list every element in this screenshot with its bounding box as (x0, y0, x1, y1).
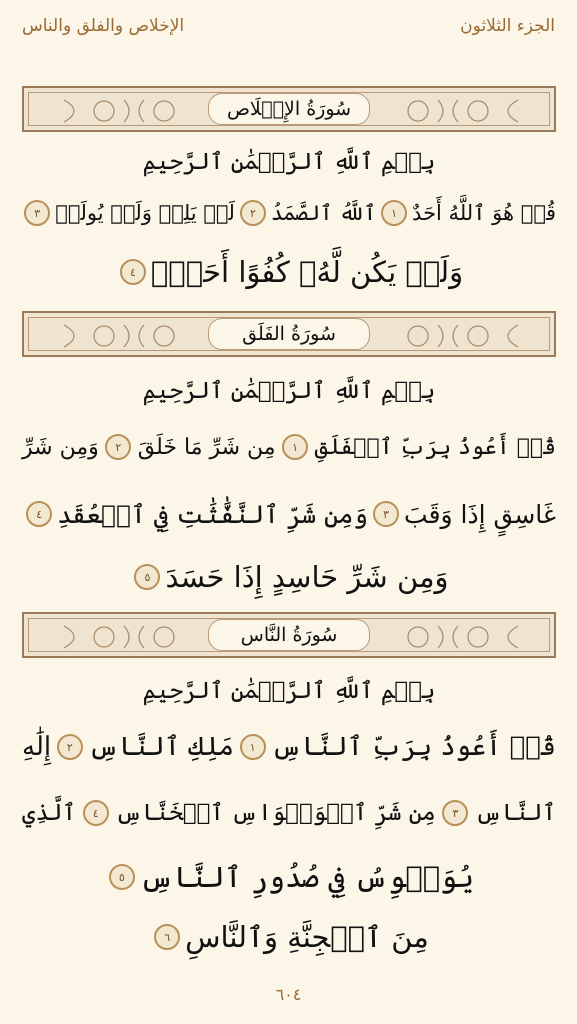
page-header (0, 0, 577, 52)
ayah-marker-icon: ٢ (240, 200, 266, 226)
basmala: بِسۡمِ ٱللَّهِ ٱلرَّحۡمَٰنِ ٱلرَّحِيمِ (142, 149, 436, 175)
basmala: بِسۡمِ ٱللَّهِ ٱلرَّحۡمَٰنِ ٱلرَّحِيمِ (142, 678, 436, 704)
verse-text: ٱلنَّاسِ (475, 800, 556, 826)
ayah-marker-icon: ٢ (105, 434, 131, 460)
surah-title: سُورَةُ الفَلَق (208, 318, 370, 350)
verse-line (22, 786, 556, 840)
surah-names-label: الإخلاص والفلق والناس (22, 16, 185, 36)
juz-label: الجزء الثلاثون (460, 16, 555, 36)
verse-text: مِن شَرِّ مَا خَلَقَ (137, 434, 276, 460)
surah-banner (22, 612, 556, 658)
ayah-marker-icon: ٢ (57, 734, 83, 760)
verse-text: ٱلَّذِي (22, 800, 76, 826)
verse-text: مِن شَرِّ ٱلۡوَسۡوَاسِ ٱلۡخَنَّاسِ (115, 800, 436, 826)
verse-text: مَلِكِ ٱلنَّاسِ (88, 732, 234, 762)
verse-text: لَمۡ يَلِدۡ وَلَمۡ يُولَدۡ (55, 201, 235, 225)
ayah-marker-icon: ٤ (83, 800, 109, 826)
verse-text: قُلۡ هُوَ ٱللَّهُ أَحَدٌ (412, 201, 556, 225)
verse-text: مِنَ ٱلۡجِنَّةِ وَٱلنَّاسِ (185, 920, 429, 954)
verse-line (22, 910, 556, 964)
ayah-marker-icon: ٣ (373, 501, 399, 527)
verse-text: وَمِن شَرِّ ٱلنَّفَّٰثَٰتِ فِي ٱلۡعُقَدِ (57, 499, 369, 529)
verse-text: إِلَٰهِ (22, 732, 52, 762)
ayah-marker-icon: ٦ (154, 924, 180, 950)
verse-text: وَمِن شَرِّ (22, 434, 99, 460)
ayah-marker-icon: ٤ (120, 259, 146, 285)
verse-line (22, 720, 556, 774)
verse-text: ٱللَّهُ ٱلصَّمَدُ (270, 201, 377, 225)
surah-banner (22, 311, 556, 357)
verse-line (22, 186, 556, 240)
ayah-marker-icon: ١ (282, 434, 308, 460)
ayah-marker-icon: ٥ (109, 864, 135, 890)
ayah-marker-icon: ٣ (442, 800, 468, 826)
basmala: بِسۡمِ ٱللَّهِ ٱلرَّحۡمَٰنِ ٱلرَّحِيمِ (142, 378, 436, 404)
surah-title: سُورَةُ النَّاس (208, 619, 370, 651)
surah-title: سُورَةُ الإِخۡلَاص (208, 93, 370, 125)
verse-text: وَمِن شَرِّ حَاسِدٍ إِذَا حَسَدَ (165, 560, 449, 594)
ayah-marker-icon: ٥ (134, 564, 160, 590)
verse-text: قُلۡ أَعُوذُ بِرَبِّ ٱلۡفَلَقِ (314, 434, 556, 460)
ayah-marker-icon: ٤ (26, 501, 52, 527)
ayah-marker-icon: ١ (381, 200, 407, 226)
ayah-marker-icon: ٣ (24, 200, 50, 226)
verse-text: يُوَسۡوِسُ فِي صُدُورِ ٱلنَّاسِ (139, 860, 475, 894)
verse-line (22, 420, 556, 474)
verse-line (22, 487, 556, 541)
verse-line (22, 850, 556, 904)
ayah-marker-icon: ١ (240, 734, 266, 760)
verse-line (22, 550, 556, 604)
surah-banner (22, 86, 556, 132)
verse-line (22, 245, 556, 299)
verse-text: غَاسِقٍ إِذَا وَقَبَ (404, 499, 556, 529)
verse-text: قُلۡ أَعُوذُ بِرَبِّ ٱلنَّاسِ (271, 732, 556, 762)
page-number: ٦٠٤ (275, 985, 302, 1004)
verse-text: وَلَمۡ يَكُن لَّهُۥ كُفُوًا أَحَدُۢ (150, 255, 464, 289)
